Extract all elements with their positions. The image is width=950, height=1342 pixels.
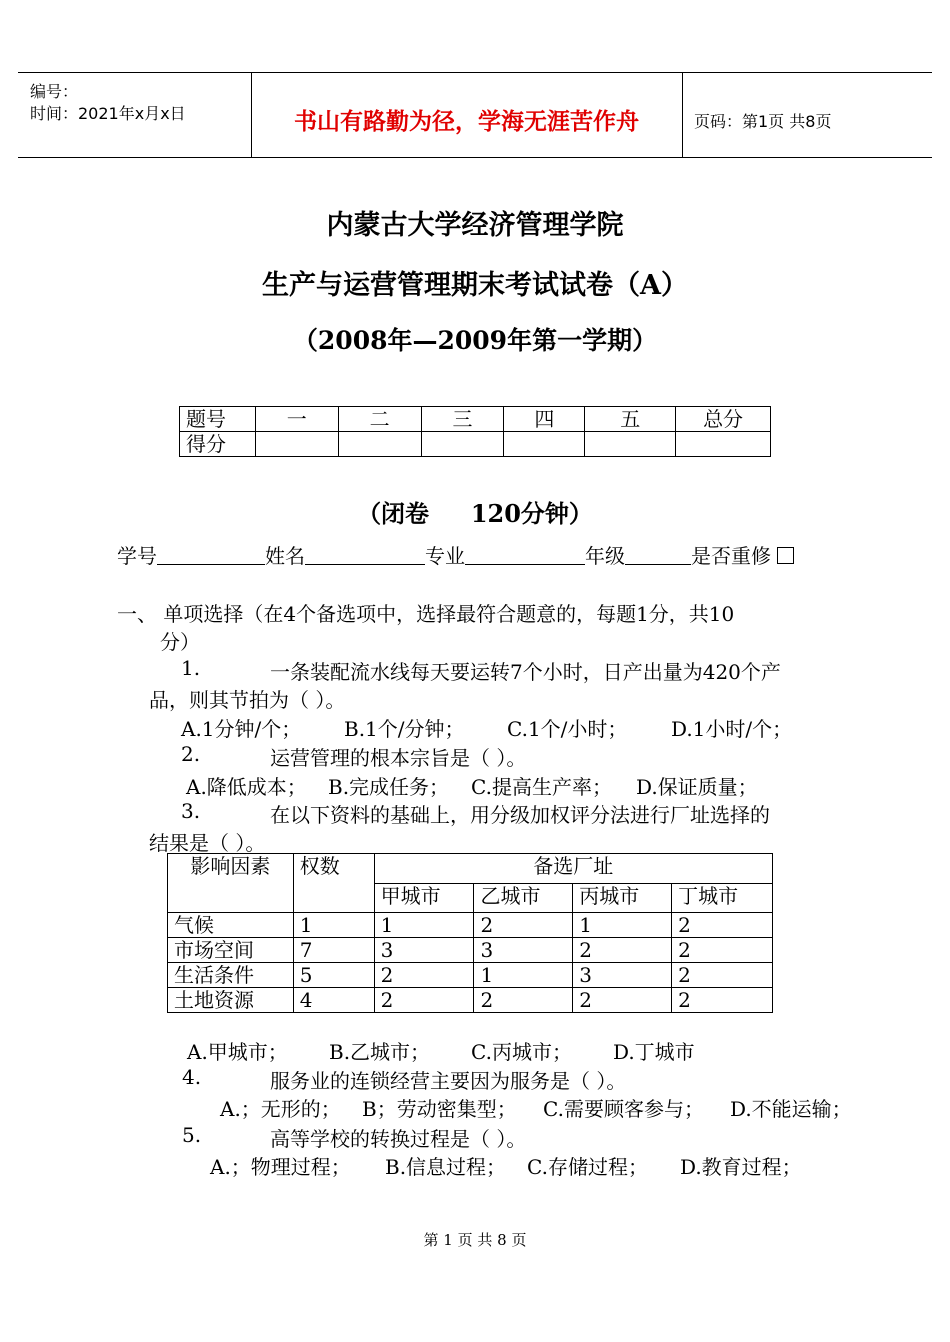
- table-header: 权数: [293, 854, 374, 913]
- table-header: 甲城市: [374, 883, 474, 913]
- table-cell: 2: [672, 938, 773, 963]
- exam-type: （闭卷 120分钟）: [357, 499, 593, 528]
- q4-number: 4.: [182, 1065, 202, 1089]
- retake-checkbox[interactable]: [777, 547, 794, 564]
- table-cell: 2: [573, 938, 672, 963]
- option-c[interactable]: C.1个/小时；: [507, 717, 628, 741]
- option-d[interactable]: D.教育过程；: [680, 1155, 802, 1179]
- table-header: 丁城市: [672, 883, 773, 913]
- table-cell: 生活条件: [168, 963, 294, 988]
- name-field[interactable]: [305, 544, 425, 565]
- table-cell: 土地资源: [168, 988, 294, 1013]
- table-row: [168, 854, 773, 884]
- table-cell: 4: [293, 988, 374, 1013]
- option-a[interactable]: A.1分钟/个；: [181, 717, 302, 741]
- table-cell: 2: [672, 913, 773, 938]
- table-cell: 三: [421, 407, 504, 432]
- option-d[interactable]: D.保证质量；: [636, 775, 758, 799]
- page-header: [18, 72, 932, 158]
- option-b[interactable]: B.完成任务；: [328, 775, 450, 799]
- table-cell: 2: [672, 963, 773, 988]
- option-a[interactable]: A.甲城市；: [187, 1040, 288, 1064]
- option-d[interactable]: D.不能运输；: [730, 1097, 852, 1121]
- term-title: （2008年—2009年第一学期）: [292, 326, 658, 355]
- major-label: 专业: [425, 544, 465, 568]
- table-row: [180, 432, 771, 457]
- page-label: 页码：第1页 共8页: [694, 112, 832, 131]
- table-header: 丙城市: [573, 883, 672, 913]
- q1-text: 一条装配流水线每天要运转7个小时，日产出量为420个产: [270, 660, 781, 684]
- score-input-cell[interactable]: [585, 432, 676, 457]
- grade-field[interactable]: [625, 544, 691, 565]
- table-cell: 1: [573, 913, 672, 938]
- table-cell: 2: [474, 988, 573, 1013]
- header-divider: [682, 73, 683, 157]
- q1-number: 1.: [181, 656, 201, 680]
- q2-text: 运营管理的根本宗旨是（ ）。: [270, 746, 527, 770]
- table-header: 乙城市: [474, 883, 573, 913]
- option-b[interactable]: B.乙城市；: [329, 1040, 431, 1064]
- page-footer: 第 1 页 共 8 页: [423, 1231, 527, 1249]
- table-row: [180, 407, 771, 432]
- score-table: [179, 406, 771, 457]
- table-cell: 市场空间: [168, 938, 294, 963]
- q2-number: 2.: [181, 742, 201, 766]
- header-left: [30, 81, 186, 125]
- grade-label: 年级: [585, 544, 625, 568]
- option-a[interactable]: A.；物理过程；: [210, 1155, 351, 1179]
- option-d[interactable]: D.丁城市: [613, 1040, 695, 1064]
- table-cell: 题号: [180, 407, 256, 432]
- table-cell: 2: [474, 913, 573, 938]
- table-cell: 5: [293, 963, 374, 988]
- number-label: 编号：: [30, 82, 79, 101]
- table-cell: 1: [293, 913, 374, 938]
- q2-options: [186, 771, 758, 800]
- table-cell: 2: [573, 988, 672, 1013]
- option-a[interactable]: A.降低成本；: [186, 775, 307, 799]
- q5-options: [210, 1151, 802, 1180]
- q3-text-cont: 结果是（ ）。: [149, 831, 266, 855]
- table-row: [168, 938, 773, 963]
- q1-text-cont: 品，则其节拍为（ ）。: [149, 688, 346, 712]
- option-b[interactable]: B.信息过程；: [385, 1155, 507, 1179]
- table-cell: 五: [585, 407, 676, 432]
- table-cell: 7: [293, 938, 374, 963]
- motto: 书山有路勤为径，学海无涯苦作舟: [294, 109, 639, 135]
- section-heading-cont: 分）: [160, 630, 200, 654]
- table-cell: 得分: [180, 432, 256, 457]
- table-row: [168, 913, 773, 938]
- site-selection-table: [167, 853, 773, 1013]
- option-b[interactable]: B.1个/分钟；: [344, 717, 465, 741]
- q3-options: [187, 1036, 695, 1065]
- table-cell: 一: [255, 407, 338, 432]
- q3-text: 在以下资料的基础上，用分级加权评分法进行厂址选择的: [270, 803, 770, 827]
- table-cell: 四: [504, 407, 585, 432]
- table-cell: 二: [338, 407, 421, 432]
- school-title: 内蒙古大学经济管理学院: [326, 210, 624, 241]
- retake-label: 是否重修: [691, 544, 771, 568]
- q4-text: 服务业的连锁经营主要因为服务是（ ）。: [270, 1069, 627, 1093]
- q1-options: [181, 713, 792, 742]
- table-cell: 1: [374, 913, 474, 938]
- option-a[interactable]: A.；无形的；: [220, 1097, 341, 1121]
- score-input-cell[interactable]: [421, 432, 504, 457]
- score-input-cell[interactable]: [338, 432, 421, 457]
- table-header: 影响因素: [168, 854, 294, 913]
- q5-text: 高等学校的转换过程是（ ）。: [270, 1127, 527, 1151]
- option-d[interactable]: D.1小时/个；: [671, 717, 793, 741]
- q4-options: [220, 1093, 852, 1122]
- table-header: 备选厂址: [374, 854, 772, 884]
- option-c[interactable]: C.存储过程；: [527, 1155, 648, 1179]
- id-label: 学号: [117, 544, 157, 568]
- option-b[interactable]: B；劳动密集型；: [362, 1097, 517, 1121]
- name-label: 姓名: [265, 544, 305, 568]
- option-c[interactable]: C.提高生产率；: [471, 775, 612, 799]
- table-cell: 3: [573, 963, 672, 988]
- id-field[interactable]: [157, 544, 265, 565]
- q3-number: 3.: [181, 799, 201, 823]
- student-info: [117, 540, 794, 569]
- score-input-cell[interactable]: [676, 432, 771, 457]
- score-input-cell[interactable]: [504, 432, 585, 457]
- table-cell: 3: [374, 938, 474, 963]
- option-c[interactable]: C.需要顾客参与；: [543, 1097, 704, 1121]
- table-cell: 总分: [676, 407, 771, 432]
- table-row: [168, 963, 773, 988]
- table-cell: 2: [374, 988, 474, 1013]
- q5-number: 5.: [182, 1123, 202, 1147]
- table-cell: 2: [672, 988, 773, 1013]
- exam-title: 生产与运营管理期末考试试卷（A）: [262, 270, 688, 301]
- time-label: 时间：2021年x月x日: [30, 104, 186, 123]
- table-cell: 气候: [168, 913, 294, 938]
- section-heading: 一、 单项选择（在4个备选项中，选择最符合题意的，每题1分，共10: [117, 602, 735, 626]
- table-cell: 2: [374, 963, 474, 988]
- major-field[interactable]: [465, 544, 585, 565]
- score-input-cell[interactable]: [255, 432, 338, 457]
- option-c[interactable]: C.丙城市；: [471, 1040, 572, 1064]
- table-row: [168, 988, 773, 1013]
- table-cell: 1: [474, 963, 573, 988]
- table-cell: 3: [474, 938, 573, 963]
